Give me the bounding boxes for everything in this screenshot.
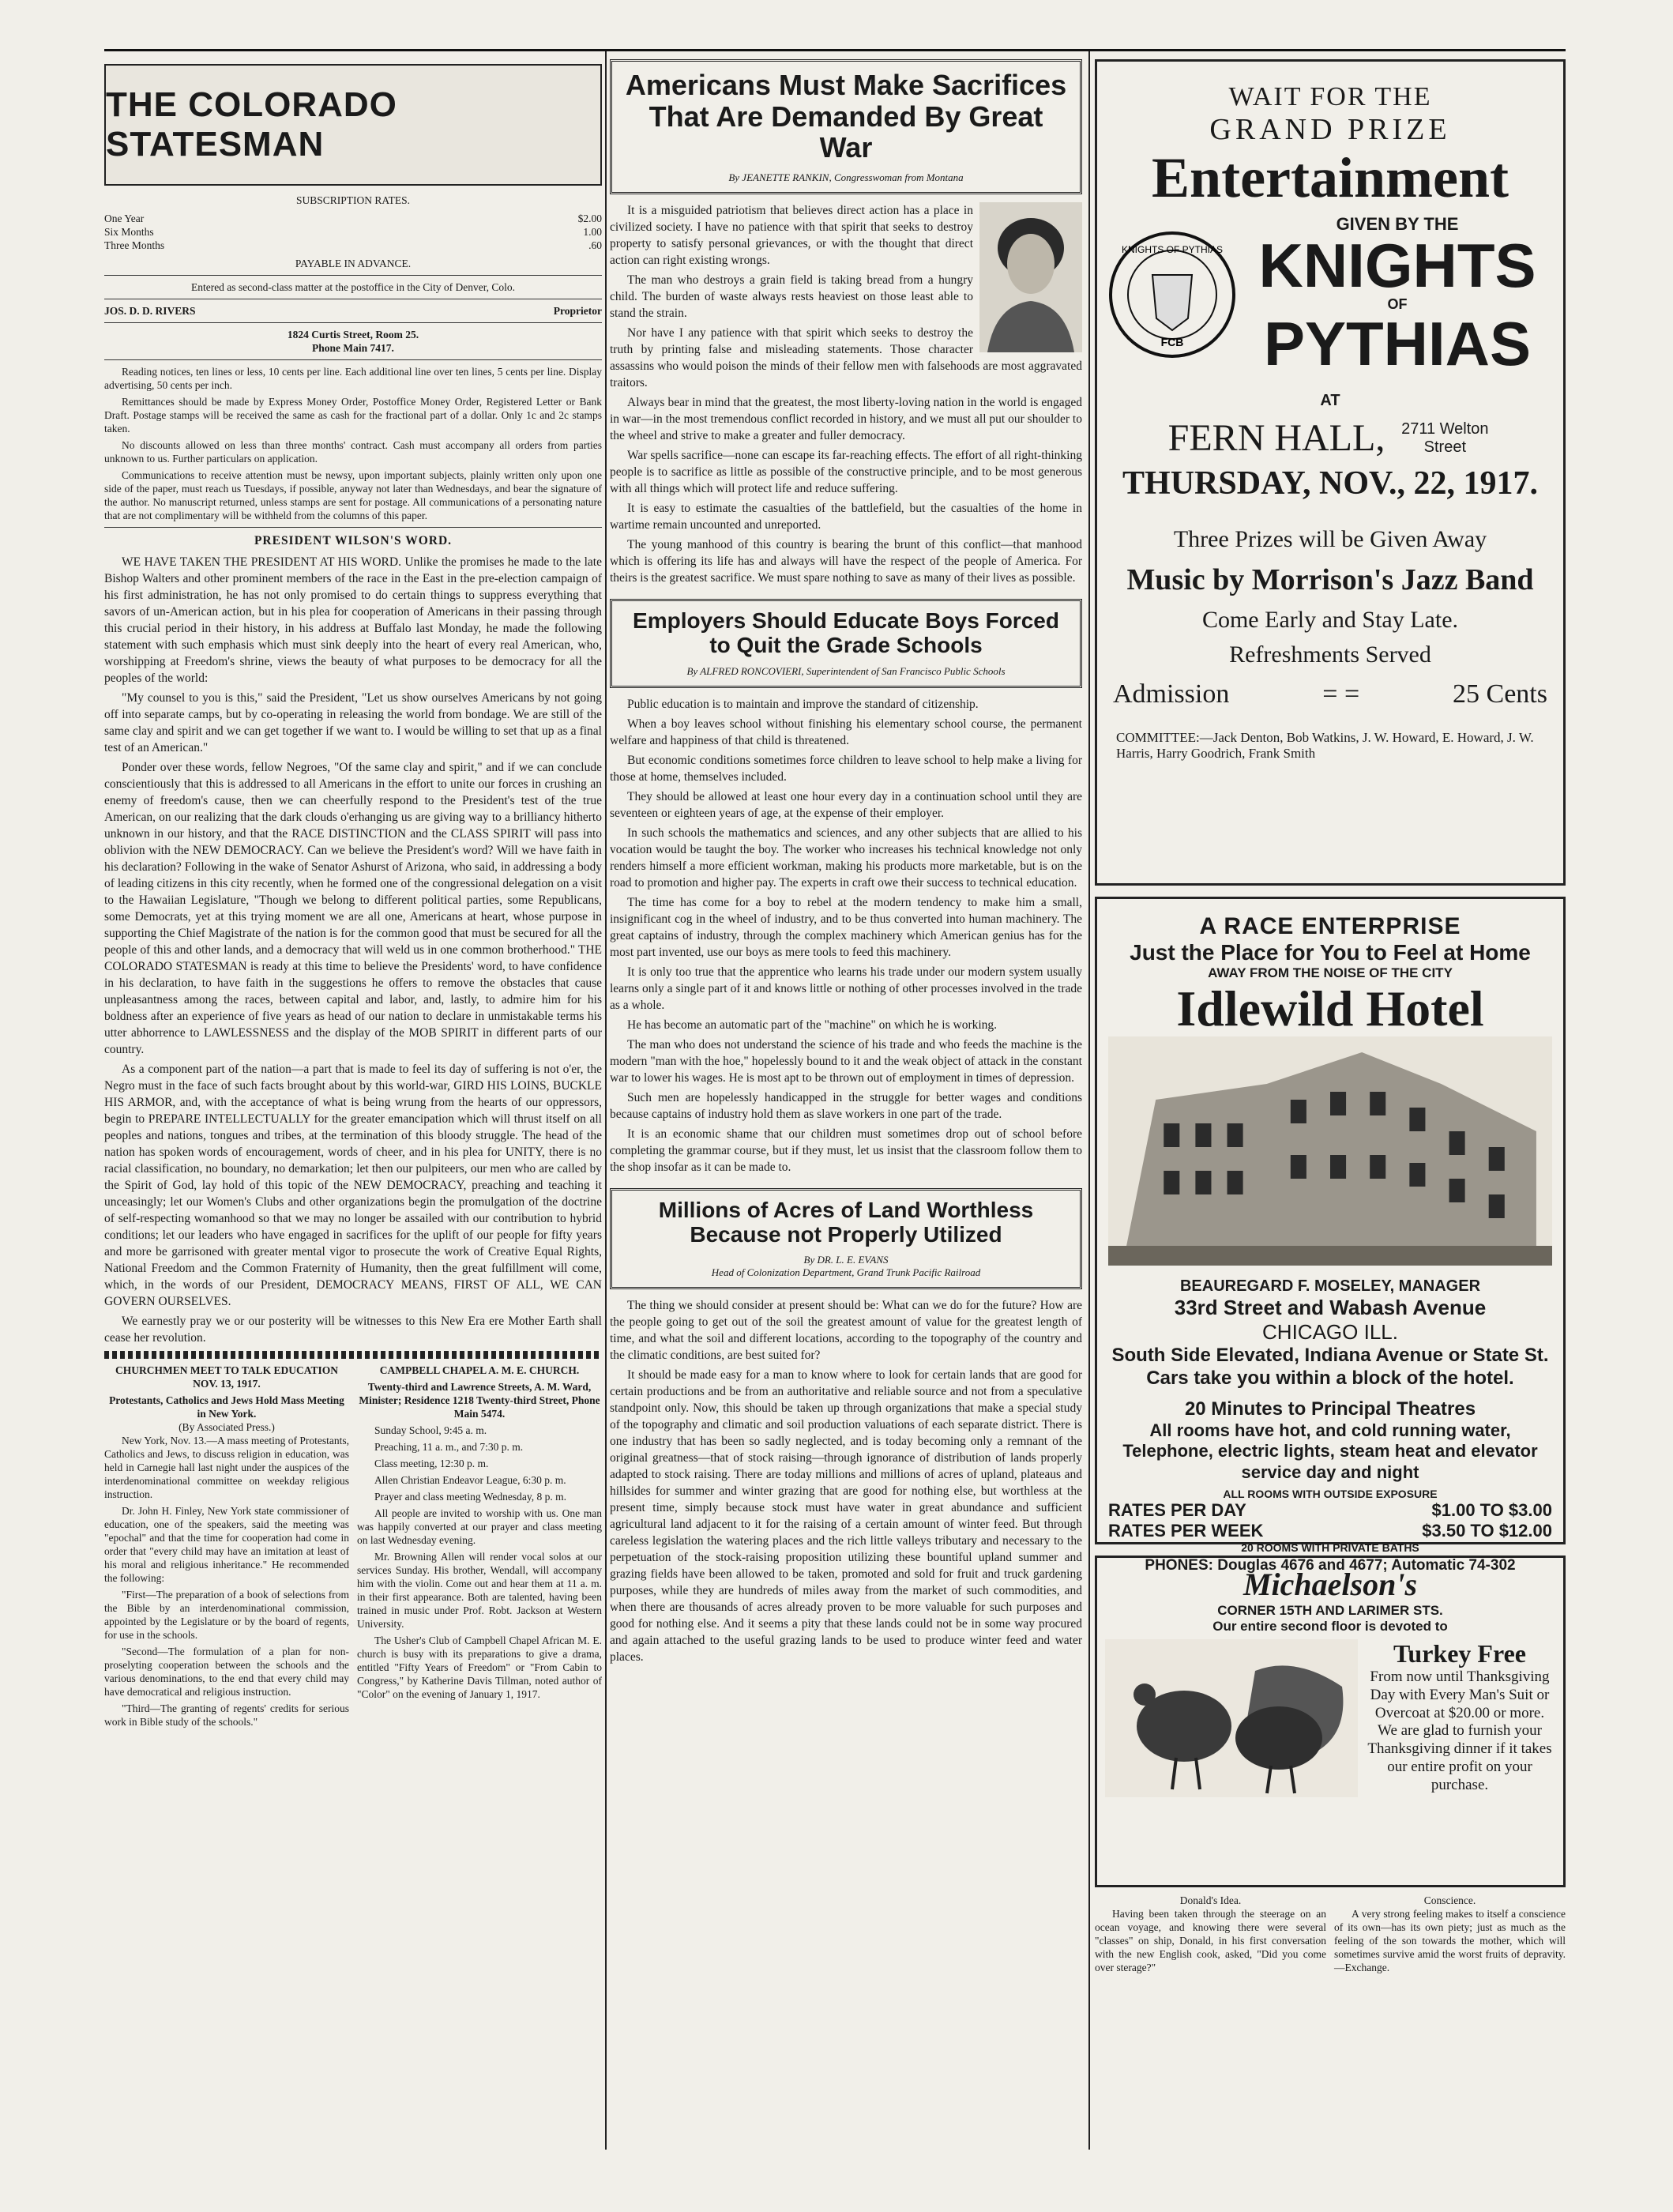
churchmen-body — [104, 1434, 349, 1729]
campbell-article — [357, 1364, 602, 1732]
roncovieri-paragraph: They should be allowed at least one hour every day in a continuation school until they are seventeen or eighteen years of age, at the expense of their employer. — [610, 790, 1082, 821]
rate-day-label: RATES PER DAY — [1108, 1500, 1246, 1521]
roncovieri-body — [610, 696, 1082, 1176]
pythias-at: AT — [1320, 392, 1340, 410]
proprietor-name: JOS. D. D. RIVERS — [104, 305, 196, 317]
hotel-building-image — [1108, 1036, 1552, 1266]
editorial-paragraph: As a component part of the nation—a part that is made to feel its day of suffering is not o'er, the Negro must in the face of such facts brought about by this world-war, GIRD HIS LOINS, BUCKLE HIS ARMOR, and, with the acceptance of what is being wrung from the hearts of our oppressors, begin to PREPARE INTELLECTUALLY for the greater emancipation which will thrust itself on all peoples and nations, tongues and tribes, at the termination of this bloody struggle. The head of the nation has spoken words of encouragement, words of cheer, and in his plea for UNITY, there is no racial classification, no boundary, no demarkation; let then our pulpiteers, our men who are called by the Spirit of God, lay hold of this topic of the NEW DEMOCRACY, preaching and teaching it unceasingly; let our Women's Clubs and other organizations begin the promulgation of the doctrine of self-respecting womanhood so that we may no longer be assailed with our contribution to hybrid conditions; let our leaders who have engaged in sacrifices for the uplift of our people for fifty years and more be garrisoned with greater mental vigor to prosecute the work of Creative Equal Rights, National Freedom and the Common Fraternity of Humanity, then the great fulfillment will come, which, in the words of our President, DEMOCRACY MEANS, FIRST OF ALL, WE CAN GOVERN OURSELVES. — [104, 1063, 602, 1308]
campbell-paragraph: Class meeting, 12:30 p. m. — [374, 1458, 489, 1469]
hotel-manager: BEAUREGARD F. MOSELEY, MANAGER — [1179, 1277, 1481, 1296]
pythias-line1: WAIT FOR THE — [1228, 82, 1432, 111]
editorial-paragraph: "My counsel to you is this," said the President, "Let us show ourselves Americans by not going off into separate camps, but by co-operating in releasing the world from bondage. We are still of the same clay and spirit and we can get together if we want to. I would be willing to set that up as a final test of an American." — [104, 691, 602, 754]
rate-row — [104, 225, 602, 239]
notice-paragraph: Remittances should be made by Express Money Order, Postoffice Money Order, Registered Letter or Bank Draft. Postage stamps will be received the same as cash for the fractional part of a dollar. Only 1c and 2c stamps taken. — [104, 396, 602, 434]
subscription-rates — [104, 212, 602, 252]
pythias-ad — [1095, 59, 1566, 886]
donald-item — [1095, 1894, 1326, 1977]
campbell-title: CAMPBELL CHAPEL A. M. E. CHURCH. — [379, 1364, 580, 1376]
column-rule — [1088, 51, 1090, 2150]
hotel-address: 33rd Street and Wabash Avenue — [1174, 1296, 1487, 1320]
emblem-text: KNIGHTS OF PYTHIAS — [1121, 243, 1224, 255]
turkey-image — [1105, 1639, 1358, 1797]
rankin-paragraph: Nor have I any patience with that spirit which seeks to destroy the truth by printing false and misleading statements. Those character assassins who would poison the minds of their fellow men with falsehoods are most aggravated traitors. — [610, 325, 1082, 389]
rankin-title: Americans Must Make Sacrifices That Are Demanded By Great War — [625, 69, 1067, 164]
notice-paragraph: Reading notices, ten lines or less, 10 cents per line. Each additional line over ten lines, 5 cents per line. Display advertising, 50 cents per inch. — [104, 366, 602, 391]
roncovieri-paragraph: When a boy leaves school without finishing his elementary school course, the permanent welfare and happiness of that child is threatened. — [610, 717, 1082, 748]
hotel-rate-day — [1108, 1500, 1552, 1521]
campbell-paragraph: The Usher's Club of Campbell Chapel African M. E. church is busy with its preparations to give a drama, entitled "Fifty Years of Freedom" or "From Cabin to Congress," by Katherine Davis Tillman, noted author of "Color" on the evening of January 1, 1917. — [357, 1635, 602, 1700]
roncovieri-paragraph: The man who does not understand the science of his trade and who feeds the machine is the modern "man with the hoe," hopelessly bound to it and the weak object of attack in the constant war to lower his wages. He is most apt to be thrown out of employment in times of depression. — [610, 1038, 1082, 1085]
pythias-line7: PYTHIAS — [1263, 309, 1532, 379]
evans-byline: By DR. L. E. EVANS — [803, 1253, 889, 1266]
proprietor-line — [104, 304, 602, 318]
hotel-name: Idlewild Hotel — [1176, 980, 1484, 1036]
roncovieri-paragraph: He has become an automatic part of the "machine" on which he is working. — [627, 1018, 998, 1033]
pythias-knights-block — [1239, 214, 1555, 379]
roncovieri-paragraph: It is an economic shame that our children must sometimes drop out of school before completing the grammar course, but if they must, let us insist that the classroom follow them to the shop insofar as it can be made to. — [610, 1127, 1082, 1175]
church-columns — [104, 1364, 602, 1732]
hotel-rooms: All rooms have hot, and cold running water, Telephone, electric lights, steam heat and elevator service day and night — [1122, 1420, 1538, 1482]
rankin-paragraph: The young manhood of this country is bearing the brunt of this conflict—that manhood which is offering its life has and always will have the respect of the people of America. For theirs is the greatest sacrifice. We must spare nothing to save as many of their lives as possible. — [610, 537, 1082, 585]
roncovieri-paragraph: The time has come for a boy to rebel at the modern tendency to make him a small, insignificant cog in the wheel of industry, and to be thus converted into human machinery. The great captains of industry, through the complex machinery which American genius has for the most part invented, use our boys as mere tools to feed this machinery. — [610, 896, 1082, 960]
campbell-subtitle: Twenty-third and Lawrence Streets, A. M. Ward, Minister; Residence 1218 Twenty-third Street, Phone Main 5474. — [359, 1381, 600, 1420]
churchmen-paragraph: "Third—The granting of regents' credits for serious work in Bible study of the schools." — [104, 1702, 349, 1728]
newspaper-page — [104, 49, 1566, 2150]
evans-headline-box — [610, 1188, 1082, 1289]
pythias-street: 2711 Welton Street — [1401, 419, 1489, 456]
churchmen-paragraph: Dr. John H. Finley, New York state commissioner of education, one of the speakers, said the meeting was "epochal" and that the time for cooperation had come in order that "every child may have an imitation at least of his moral and religious inheritance." He recommended the following: — [104, 1505, 349, 1584]
pythias-committee: COMMITTEE:—Jack Denton, Bob Watkins, J. W. Howard, E. Howard, J. W. Harris, Harry Goodrich, Frank Smith — [1116, 730, 1534, 762]
editorial-paragraph: WE HAVE TAKEN THE PRESIDENT AT HIS WORD. Unlike the promises he made to the late Bishop Walters and other prominent members of the race in the East in the pre-election campaign of his first administration, he has not only promised to do certain things to suppress everything that savors of un-American action, but in his plea for cooperation of Americans in their passing through this crucial period in their history, in his address at Buffalo last Monday, he made the following statement with such emphasis which must sink deeply into the heart of every real American, who, worshipping at Freedom's shrine, views the beauty of what purposes to be democracy for all the peoples of the world: — [104, 555, 602, 685]
rankin-paragraph: It is a misguided patriotism that believes direct action has a place in civilized society. I have no patience with that spirit that seeks to destroy property to satisfy personal grievances, or with the thought that direct action can right existing wrongs. — [610, 203, 973, 267]
proprietor-title: Proprietor — [553, 305, 602, 317]
masthead-title: THE COLORADO STATESMAN — [106, 85, 397, 164]
churchmen-paragraph: "First—The preparation of a book of selections from the Bible by an interdenominational commission, appointed by the Legislature or by the board of regents, for use in the schools. — [104, 1589, 349, 1641]
pythias-line2: GRAND PRIZE — [1209, 113, 1451, 146]
rate-day-value: $1.00 TO $3.00 — [1431, 1500, 1552, 1521]
notice-paragraph: No discounts allowed on less than three months' contract. Cash must accompany all orders from parties unknown to us. Further particulars on application. — [104, 439, 602, 465]
pythias-line6: OF — [1387, 296, 1408, 313]
campbell-paragraph: All people are invited to worship with us. One man was happily converted at our prayer and class meeting on last Wednesday evening. — [357, 1507, 602, 1546]
michaelson-text: From now until Thanksgiving Day with Every Man's Suit or Overcoat at $20.00 or more. We are glad to furnish your Thanksgiving dinner if it takes our entire profit on your purchase. — [1367, 1668, 1552, 1793]
roncovieri-paragraph: Such men are hopelessly handicapped in the struggle for better wages and conditions because captains of industry hold them as slave workers in one part of the trade. — [610, 1091, 1082, 1122]
rankin-paragraph: The man who destroys a grain field is taking bread from a hungry child. The burden of waste always rests heaviest on those least able to stand the strain. — [610, 273, 973, 320]
pythias-hall: FERN HALL, — [1167, 417, 1385, 460]
pythias-admission-label: Admission — [1113, 679, 1230, 709]
rankin-byline: By JEANETTE RANKIN, Congresswoman from Montana — [728, 171, 964, 183]
office-street: 1824 Curtis Street, Room 25. — [287, 329, 419, 340]
pythias-emblem-icon — [1105, 228, 1239, 362]
campbell-paragraph: Allen Christian Endeavor League, 6:30 p. m. — [374, 1474, 566, 1486]
pythias-line5: KNIGHTS — [1258, 231, 1536, 301]
pythias-music: Music by Morrison's Jazz Band — [1126, 563, 1534, 597]
campbell-paragraph: Prayer and class meeting Wednesday, 8 p. m. — [374, 1491, 566, 1503]
roncovieri-paragraph: But economic conditions sometimes force children to leave school to help make a living for those at home, themselves included. — [610, 754, 1082, 784]
column-rule — [605, 51, 607, 2150]
hotel-line1: A RACE ENTERPRISE — [1199, 913, 1461, 939]
rate-price: 1.00 — [583, 226, 602, 238]
hotel-phones: PHONES: Douglas 4676 and 4677; Automatic 74-302 — [1145, 1557, 1516, 1574]
pythias-venue — [1105, 416, 1555, 460]
subscription-heading: SUBSCRIPTION RATES. — [295, 194, 411, 206]
notices-list — [104, 365, 602, 522]
office-phone: Phone Main 7417. — [312, 342, 394, 354]
rate-week-label: RATES PER WEEK — [1108, 1521, 1264, 1541]
michaelson-turkey: Turkey Free — [1393, 1639, 1526, 1668]
rate-term: Six Months — [104, 226, 154, 238]
churchmen-paragraph: "Second—The formulation of a plan for non-proselyting cooperation between the schools and the various denominations, to the end that every child may have democratical and religious instruction. — [104, 1646, 349, 1698]
emblem-letters: FCB — [1160, 335, 1184, 348]
michaelson-ad — [1095, 1556, 1566, 1887]
evans-title: Millions of Acres of Land Worthless Because not Properly Utilized — [658, 1198, 1034, 1247]
pythias-line4: GIVEN BY THE — [1336, 214, 1459, 235]
rate-term: One Year — [104, 213, 145, 224]
roncovieri-paragraph: In such schools the mathematics and sciences, and any other subjects that are allied to his vocation would be taught the boy. The worker who increases his technical knowledge not only renders himself a more efficient workman, making his products more marketable, but is on the road to promotion and higher pay. The experts in craft owe their success to technical education. — [610, 826, 1082, 890]
hotel-ad — [1095, 897, 1566, 1574]
donald-title: Donald's Idea. — [1179, 1894, 1242, 1906]
pythias-prizes: Three Prizes will be Given Away — [1173, 526, 1487, 553]
pythias-admission — [1113, 679, 1547, 709]
payable-notice: PAYABLE IN ADVANCE. — [295, 258, 412, 269]
roncovieri-byline: By ALFRED RONCOVIERI, Superintendent of San Francisco Public Schools — [686, 665, 1006, 678]
hotel-line2: Just the Place for You to Feel at Home — [1130, 940, 1531, 965]
hotel-rate-week — [1108, 1521, 1552, 1541]
pythias-emblem-row — [1105, 214, 1555, 379]
editorial-title: PRESIDENT WILSON'S WORD. — [254, 534, 453, 547]
rate-row — [104, 212, 602, 225]
hotel-city: CHICAGO ILL. — [1262, 1320, 1398, 1345]
roncovieri-headline-box — [610, 599, 1082, 689]
pythias-refresh: Refreshments Served — [1229, 641, 1431, 668]
rate-price: $2.00 — [577, 213, 602, 224]
column-middle — [610, 51, 1082, 1668]
hotel-line3: AWAY FROM THE NOISE OF THE CITY — [1208, 965, 1453, 980]
hotel-baths: 20 ROOMS WITH PRIVATE BATHS — [1241, 1541, 1419, 1555]
rate-week-value: $3.50 TO $12.00 — [1422, 1521, 1552, 1541]
rate-price: .60 — [588, 239, 602, 251]
rankin-paragraph: War spells sacrifice—none can escape its far-reaching effects. The effort of all right-thinking people is to sacrifice as little as possible of the constructive principle, and to be most generous with all things which will protect life and reduce suffering. — [610, 448, 1082, 495]
hotel-exposure: ALL ROOMS WITH OUTSIDE EXPOSURE — [1223, 1488, 1438, 1501]
filler-columns — [1095, 1894, 1566, 1977]
rate-term: Three Months — [104, 239, 165, 251]
editorial-paragraph: Ponder over these words, fellow Negroes, "Of the same clay and spirit," and if we can conclude conscientiously that this is addressed to all Americans in the effort to unite our forces in crushing an enemy of freedom's cause, then we can cheerfully respond to the President's test of the true American, on our realizing that the dark clouds o'erhanging us are giving way to a brilliancy hitherto unknown in our history, and that the RACE DISTINCTION and the CLASS SPIRIT will pass into oblivion with the NEW DEMOCRACY. Can we believe the President's word? Will we have faith in his declaration? Following in the wake of Senator Ashurst of Arizona, who said, in addressing a body of leading citizens in this city recently, when he formed one of the congressional delegation on a visit to the Hawaiian Legislature, "Though we belong to different political parties, some Republicans, some Democrats, yet at this trying moment we are all one, Americans at heart, whose purpose in supporting the Chief Magistrate of the nation is for the common good that must be secured for all the people of this and other lands, and a democracy that will weld us in one common brotherhood." THE COLORADO STATESMAN is ready at this time to believe the Presidents' word, to have confidence in his declaration, to have faith in the suggestions he offers to remove the obstacles that cause unpleasantness among the races, between capital and labor, and, lastly, to admire him for his boldness after an experience of five years as head of our nation to declare in unmistakable terms his utter abhorrence to LAWLESSNESS and the display of the MOB SPIRIT in different parts of our country. — [104, 761, 602, 1056]
conscience-item — [1334, 1894, 1566, 1977]
editorial-body — [104, 554, 602, 1346]
hotel-theatres: 20 Minutes to Principal Theatres — [1184, 1398, 1476, 1420]
column-left — [104, 51, 602, 1732]
michaelson-corner: CORNER 15TH AND LARIMER STS. — [1217, 1603, 1443, 1618]
column-right — [1095, 51, 1566, 1977]
masthead — [104, 64, 602, 186]
conscience-text: A very strong feeling makes to itself a conscience of its own—has its own piety; just as much as the feeling of the son towards the mother, which will sometimes survive amid the worst fruits of depravity.—Exchange. — [1334, 1908, 1566, 1973]
michaelson-name: Michaelson's — [1243, 1567, 1418, 1602]
campbell-paragraph: Sunday School, 9:45 a. m. — [374, 1424, 487, 1436]
rankin-portrait-image — [979, 202, 1082, 352]
pythias-come: Come Early and Stay Late. — [1201, 607, 1459, 634]
campbell-body — [357, 1424, 602, 1701]
michaelson-body — [1105, 1639, 1555, 1797]
churchmen-subtitle: Protestants, Catholics and Jews Hold Mass Meeting in New York. — [109, 1394, 344, 1420]
hotel-transit: South Side Elevated, Indiana Avenue or State St. Cars take you within a block of the hotel. — [1111, 1345, 1549, 1390]
roncovieri-paragraph: It is only too true that the apprentice who learns his trade under our modern system usually learns only a single part of it and knows little or nothing of other processes involved in the trade as a whole. — [610, 965, 1082, 1013]
churchmen-credit: (By Associated Press.) — [179, 1421, 275, 1433]
evans-byline-title: Head of Colonization Department, Grand Trunk Pacific Railroad — [711, 1266, 981, 1278]
pythias-line3: Entertainment — [1152, 146, 1509, 209]
churchmen-paragraph: New York, Nov. 13.—A mass meeting of Protestants, Catholics and Jews, to discuss religion in education, was held in Carnegie hall last night under the auspices of the interdenominational committee on weekday religious instruction. — [104, 1435, 349, 1500]
pythias-admission-price: 25 Cents — [1453, 679, 1547, 709]
rankin-headline-box — [610, 59, 1082, 194]
churchmen-article — [104, 1364, 349, 1732]
roncovieri-title: Employers Should Educate Boys Forced to Quit the Grade Schools — [633, 608, 1059, 657]
notice-paragraph: Communications to receive attention must be newsy, upon important subjects, plainly written only upon one side of the paper, must reach us Tuesdays, if possible, anyway not later than Wednesdays, and bear the signature of the author. No manuscript returned, unless stamps are sent for postage. All communications of a personating nature that are not complimentary will be withheld from the columns of this paper. — [104, 469, 602, 521]
donald-text: Having been taken through the steerage on an ocean voyage, and knowing there were several "classes" on ship, Donald, in his first conversation with the new English cook, asked, "Did you come over sterage?" — [1095, 1908, 1326, 1973]
michaelson-devoted: Our entire second floor is devoted to — [1212, 1619, 1448, 1634]
rankin-paragraph: Always bear in mind that the greatest, the most liberty-loving nation in the world is engaged in war—in the most tremendous conflict recorded in history, and we must all put our shoulder to the wheel and strive to make a greater and fuller democracy. — [610, 395, 1082, 442]
campbell-paragraph: Preaching, 11 a. m., and 7:30 p. m. — [374, 1441, 524, 1453]
editorial-paragraph: We earnestly pray we or our posterity will be witnesses to this New Era ere Mother Earth shall cease her revolution. — [104, 1315, 602, 1345]
rate-row — [104, 239, 602, 252]
pythias-admission-sep: = = — [1322, 679, 1360, 709]
roncovieri-paragraph: Public education is to maintain and improve the standard of citizenship. — [627, 698, 979, 712]
entry-note: Entered as second-class matter at the postoffice in the City of Denver, Colo. — [190, 281, 516, 293]
evans-body — [610, 1297, 1082, 1665]
evans-paragraph: The thing we should consider at present should be: What can we do for the future? How are the people going to get out of the soil the greatest amount of value for the greatest length of time, and what the soil and different locations, according to the topography of the country and the climatic conditions, are best suited for? — [610, 1298, 1082, 1362]
pythias-date: THURSDAY, NOV., 22, 1917. — [1122, 465, 1538, 502]
rankin-paragraph: It is easy to estimate the casualties of the battlefield, but the casualties of the home in wartime remain uncounted and unreported. — [610, 501, 1082, 532]
campbell-paragraph: Mr. Browning Allen will render vocal solos at our services Sunday. His brother, Wendall, will accompany him with the violin. Come out and hear them at 11 a. m. in their first appearance. Both are talented, having been trained in music under Prof. Robt. Jackson at Western University. — [357, 1551, 602, 1630]
evans-paragraph: It should be made easy for a man to know where to look for certain lands that are good for certain productions and be from an authoritative and reliable source and not from a speculative standpoint only. Now, this should be taken up through organizations that make a special study of the topography and climatic and soil production valuations of each separate district. There is one industry that has been so sadly neglected, and is today becoming only a remnant of the original greatness—that of stock raising—through ignorance of distribution of lands properly adapted to stock raising. There are today millions and millions of acres of upland, plateaus and hillsides for summer and winter grazing that are good for nothing else, but worthless at the present time, simply because stock must have water in great abundance and sufficient agricultural land adjacent to it for the raising of a certain amount of winter feed. But through careless legislation the watering places and the rich little valleys tributary and necessary to the perpetuation of the stock-raising proposition utilizing these bountiful upland summer and grazing fields have been allowed to be taken, promoted and sold for fruit and truck gardening purposes, while they are hundreds of miles away from the market of such commodities, and when there are thousands of acres already proven to be more valuable for such purposes and good for nothing else. And it seems a pity that these lands could not be in some way procured and again attached to the useful grazing lands to be used to produce winter feed and water places. — [610, 1367, 1082, 1664]
conscience-title: Conscience. — [1423, 1894, 1476, 1906]
section-divider — [104, 1351, 602, 1359]
churchmen-title: CHURCHMEN MEET TO TALK EDUCATION NOV. 13, 1917. — [115, 1364, 339, 1390]
